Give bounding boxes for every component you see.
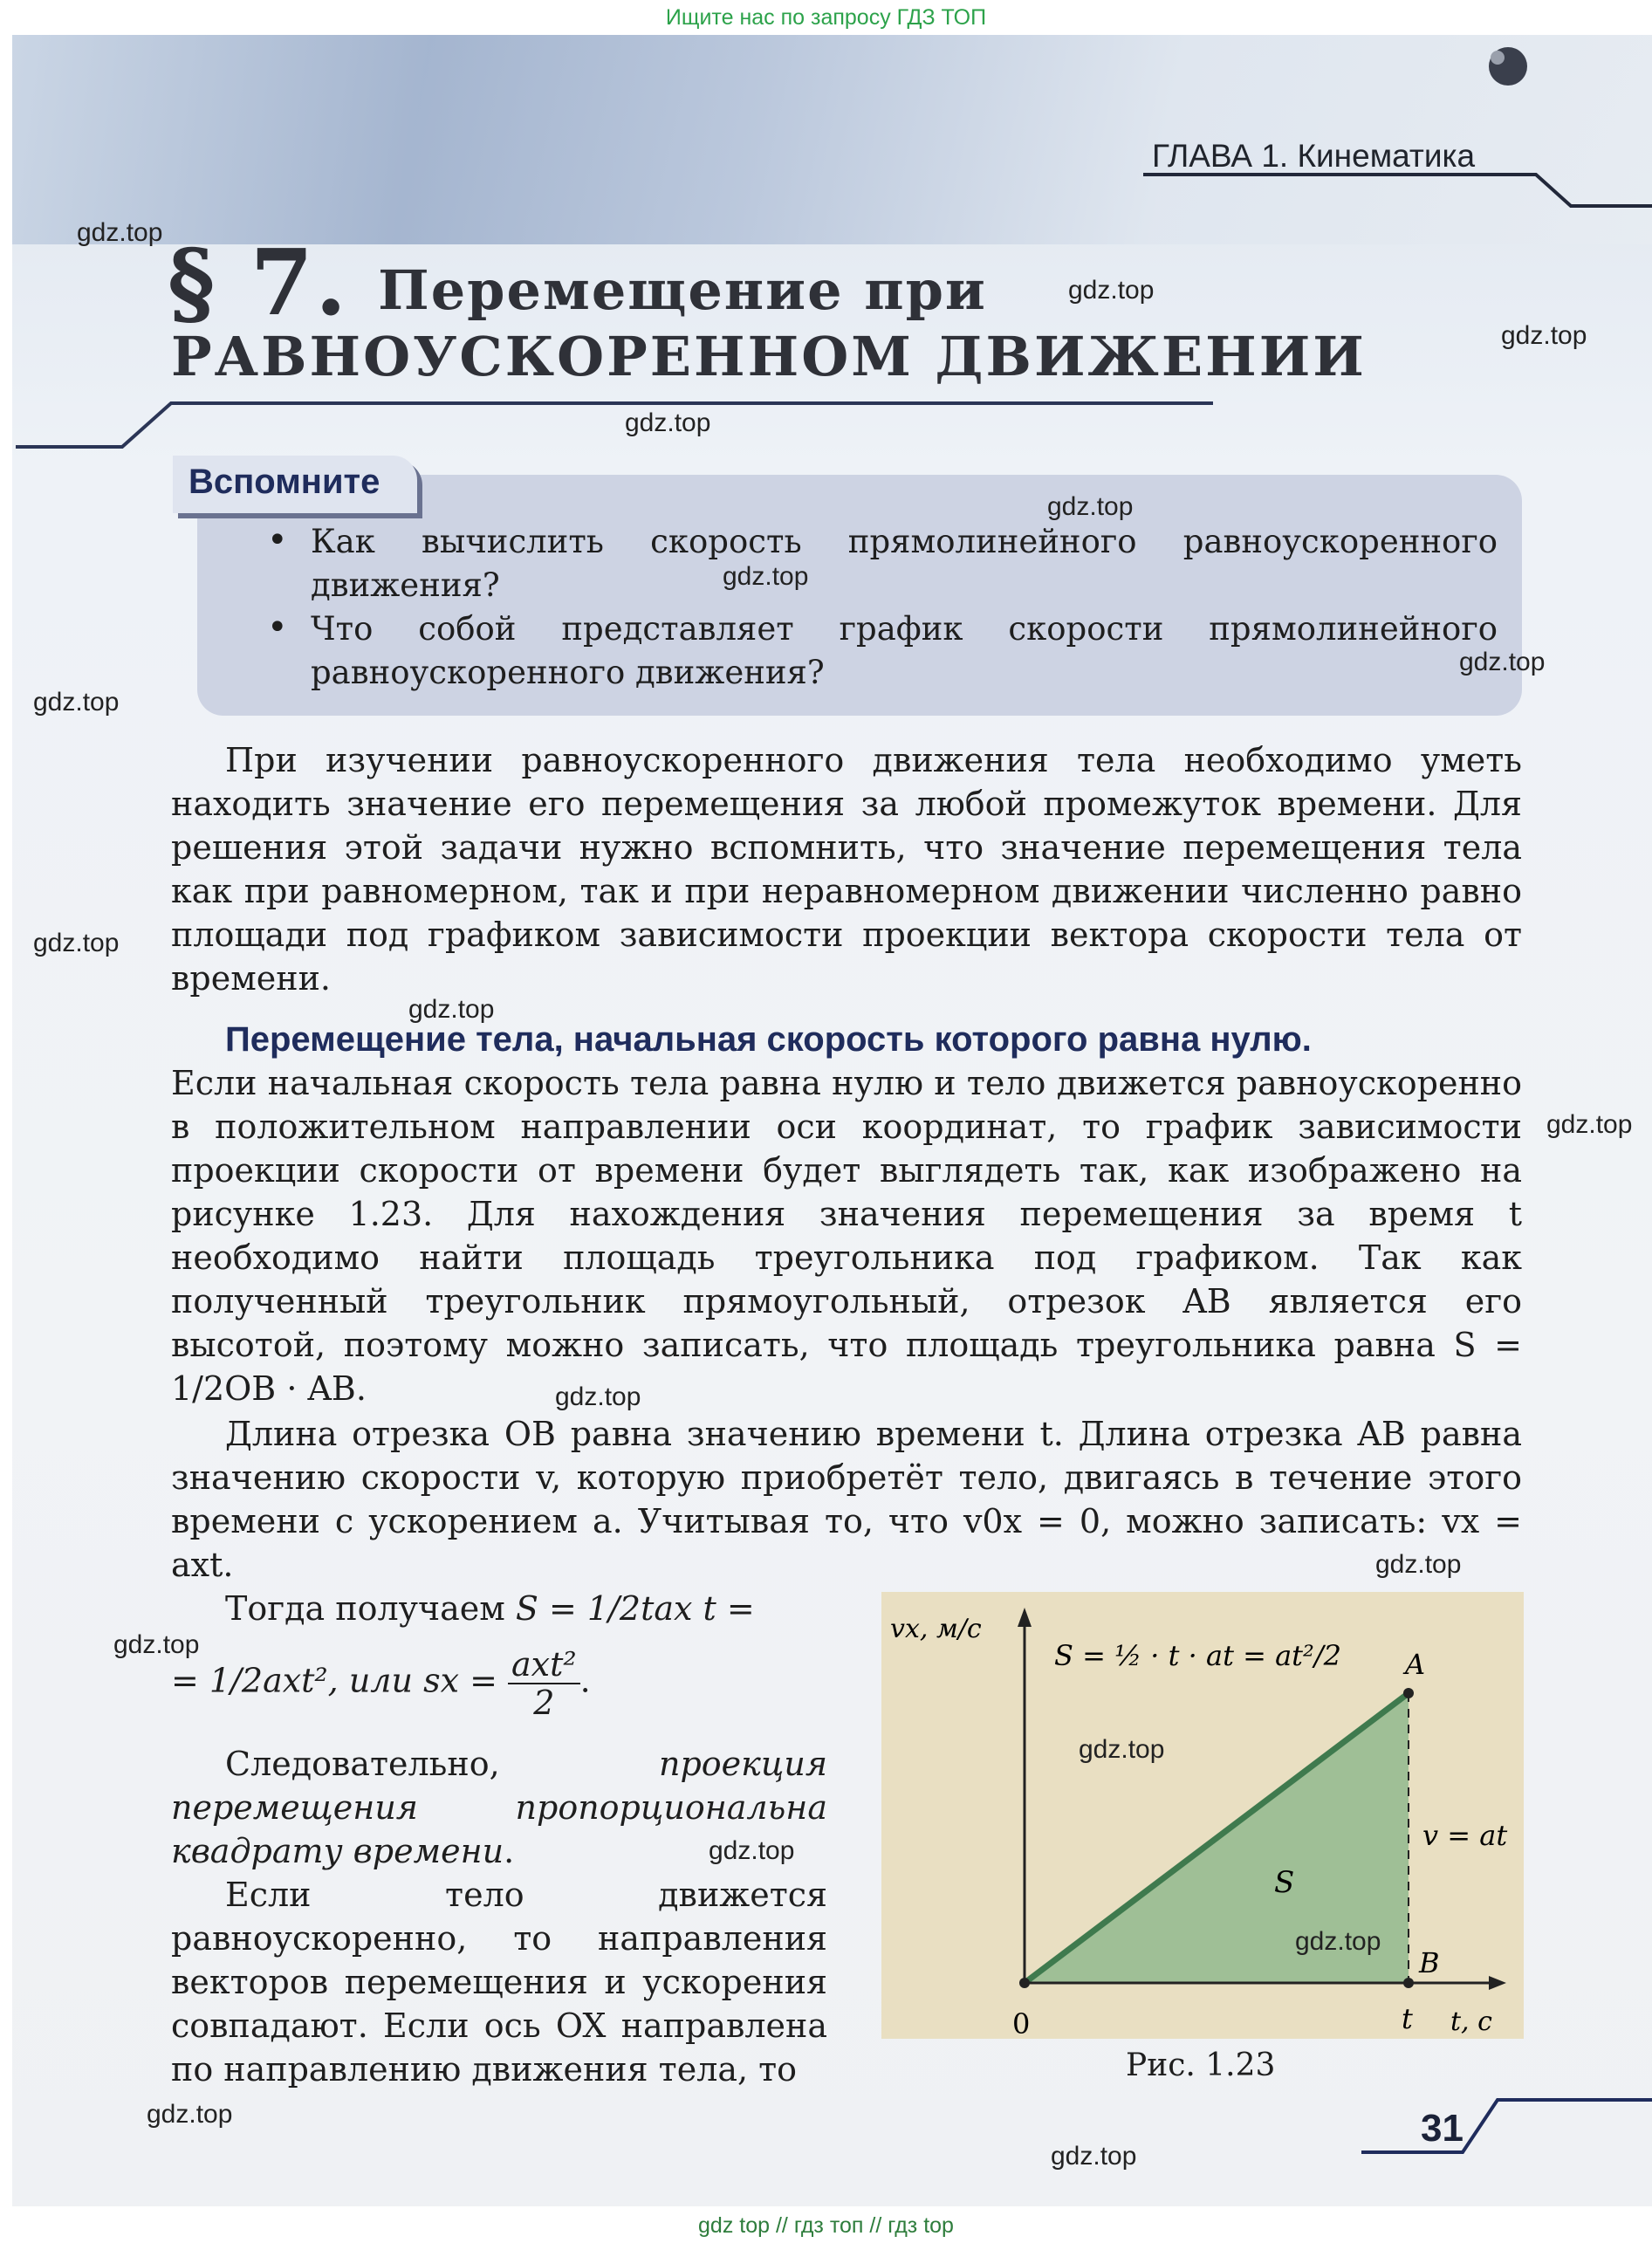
para5-lead: Следовательно,	[225, 1745, 500, 1783]
watermark: gdz.top	[408, 995, 495, 1024]
recall-item: Что собой представляет график скорости прямолинейного равноускоренного движения?	[311, 610, 1498, 691]
point-a-label: A	[1405, 1648, 1426, 1681]
watermark: gdz.top	[77, 218, 163, 247]
watermark: gdz.top	[625, 408, 711, 437]
formula-2: = 1/2axt², или	[171, 1661, 413, 1700]
recall-label: Вспомните	[189, 463, 380, 501]
paragraph-5: Следовательно, проекция перемещения пропорциональна квадрату времени.	[171, 1745, 827, 1870]
chapter-title: ГЛАВА 1. Кинематика	[1152, 138, 1476, 174]
formula-1: S = 1/2tax t =	[515, 1589, 755, 1628]
intro-paragraph: При изучении равноускоренного движения тела необходимо уметь находить значение его перемещения за любой промежуток времени. Для решения этой задачи нужно вспомнить, что значение перемещения тела как при равномерном, так и при неравномерном движении численно равно площади под графиком зависимости проекции вектора скорости тела от времени.	[171, 741, 1522, 998]
watermark: gdz.top	[113, 1630, 200, 1659]
x-axis-label: t, с	[1450, 2006, 1492, 2037]
watermark: gdz.top	[1051, 2142, 1137, 2171]
paragraph-2	[171, 1018, 1522, 1410]
origin-label: 0	[1012, 2007, 1031, 2039]
recall-item: Как вычислить скорость прямолинейного равноускоренного движения?	[311, 523, 1498, 604]
watermark: gdz.top	[1079, 1735, 1165, 1764]
watermark: gdz.top	[33, 688, 120, 717]
t-tick-label: t	[1402, 2002, 1413, 2035]
watermark: gdz.top	[709, 1836, 795, 1865]
bottom-notice: gdz top // гдз топ // гдз top	[698, 2213, 954, 2238]
fraction-numerator: axt²	[508, 1646, 580, 1684]
para5-emphasis: проекция перемещения пропорциональна квадрату времени	[171, 1745, 827, 1870]
point-b-label: B	[1419, 1946, 1440, 1979]
bullet-icon: •	[267, 607, 288, 648]
segment-label: v = at	[1422, 1819, 1508, 1852]
area-label: S	[1274, 1865, 1295, 1900]
recall-label-tab	[173, 456, 417, 513]
watermark: gdz.top	[1295, 1927, 1381, 1956]
paragraph-4	[171, 1587, 827, 1630]
watermark: gdz.top	[1501, 321, 1587, 350]
page-number-decoration	[1361, 2095, 1652, 2182]
area-formula: S = ½ · t · at = at²/2	[1054, 1639, 1341, 1672]
figure-1-23	[881, 1592, 1524, 2039]
watermark: gdz.top	[33, 929, 120, 957]
x-axis-arrow	[1489, 1976, 1506, 1990]
paragraph-4-line-2: = 1/2axt², или sx = $\frac{\text{axt²}}{2}$ .	[171, 1645, 591, 1722]
page-number: 31	[1421, 2107, 1463, 2150]
title-line-2: РАВНОУСКОРЕННОМ ДВИЖЕНИИ	[171, 325, 1367, 388]
watermark: gdz.top	[1047, 492, 1134, 521]
subheading: Перемещение тела, начальная скорость которого равна нулю.	[225, 1020, 1312, 1059]
y-axis-arrow	[1018, 1608, 1032, 1627]
formula-3: sx =	[423, 1661, 497, 1700]
figure-caption: Рис. 1.23	[1126, 2048, 1276, 2083]
point-o	[1019, 1978, 1030, 1988]
paragraph-3: Длина отрезка OB равна значению времени t. Длина отрезка AB равна значению скорости v, которую приобретёт тело, двигаясь в течение этого времени с ускорением a. Учитывая то, что v0x = 0, можно записать: vx = axt.	[171, 1415, 1522, 1584]
velocity-graph	[881, 1592, 1524, 2039]
watermark: gdz.top	[147, 2100, 233, 2129]
watermark: gdz.top	[1068, 276, 1155, 305]
paragraph-6: Если тело движется равноускоренно, то направления векторов перемещения и ускорения совпадают. Если ось OX направлена по направлению движения тела, то	[171, 1876, 827, 2089]
point-a	[1403, 1688, 1414, 1698]
watermark: gdz.top	[555, 1382, 641, 1411]
section-title	[168, 229, 987, 336]
top-notice: Ищите нас по запросу ГДЗ ТОП	[665, 5, 987, 30]
fraction-denominator: 2	[533, 1684, 555, 1722]
watermark: gdz.top	[1546, 1110, 1633, 1139]
watermark: gdz.top	[1375, 1550, 1462, 1579]
paragraph-2-text: Если начальная скорость тела равна нулю и тело движется равноускоренно в положительном направлении оси координат, то график зависимости проекции скорости от времени будет выглядеть так, как изображено на рисунке 1.23. Для нахождения значения перемещения за время t необходимо найти площадь треугольника под графиком. Так как полученный треугольник прямоугольный, отрезок AB является его высотой, поэтому можно записать, что площадь треугольника равна S = 1/2OB · AB.	[171, 1064, 1522, 1408]
y-axis-label: vx, м/с	[890, 1614, 982, 1644]
section-number: § 7.	[168, 229, 349, 336]
formula-fraction	[508, 1646, 580, 1721]
watermark: gdz.top	[723, 562, 809, 591]
watermark: gdz.top	[1459, 648, 1546, 676]
point-b	[1403, 1978, 1414, 1988]
bullet-icon: •	[267, 520, 288, 560]
title-line-1: Перемещение при	[378, 258, 987, 322]
para4-lead: Тогда получаем	[225, 1589, 505, 1628]
